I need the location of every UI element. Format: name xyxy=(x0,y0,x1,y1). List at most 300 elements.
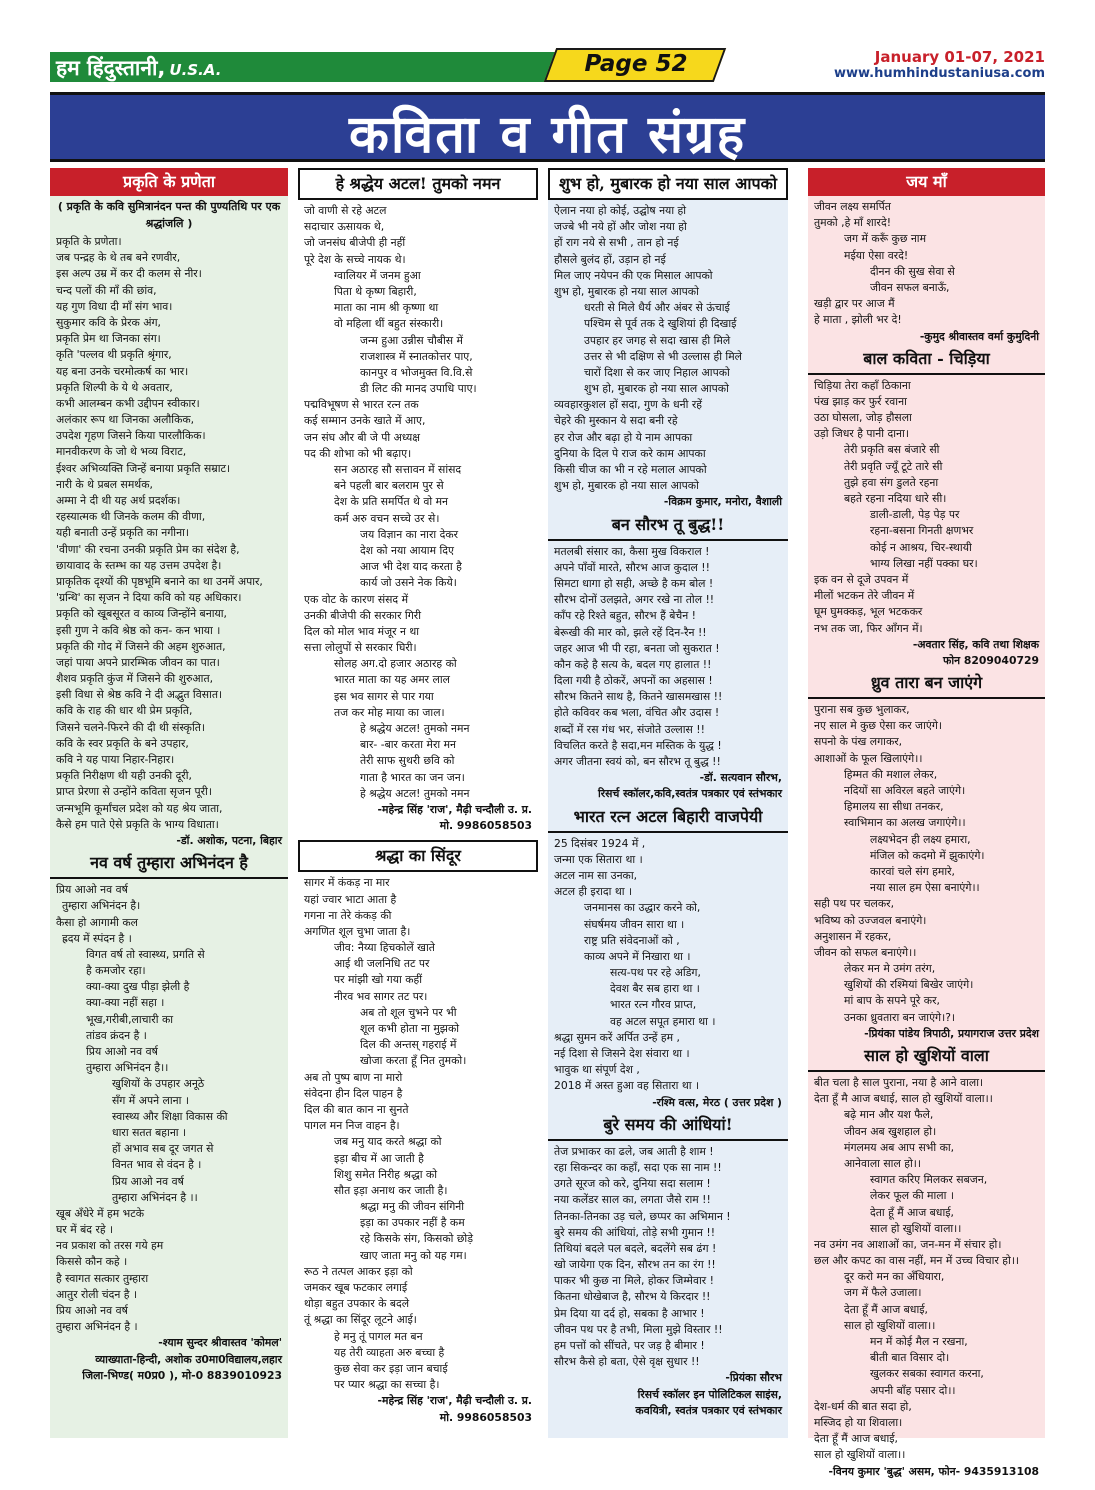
poem-line: श्रद्धा मनु की जीवन संगिनी xyxy=(360,1200,465,1214)
poem-line: काँप रहे रिश्ते बहुत, सौरभ हैं बेचैन ! xyxy=(554,609,697,623)
poem-title: प्रकृति के प्रणेता xyxy=(50,168,288,196)
poem-title: बन सौरभ तू बुद्ध!! xyxy=(548,511,788,541)
poem-line: खुलकर सबका स्वागत करना, xyxy=(870,1367,984,1381)
poem-line: वह अटल सपूत हमारा था । xyxy=(610,1014,716,1028)
poem-line: मंगलमय अब आप सभी का, xyxy=(844,1140,955,1154)
poem-line: प्रिय आओ नव वर्ष xyxy=(56,1304,128,1317)
poem-line: शुभ हो, मुबारक हो नया साल आपको xyxy=(554,479,699,493)
poem-line: तुम्हारा अभिनंदन है । xyxy=(56,1320,138,1334)
poem-author: -महेन्द्र सिंह 'राज', मैढ़ी चन्दौली उ. प्र. xyxy=(377,802,532,816)
poem-line: जो जनसंघ बीजेपी ही नहीं xyxy=(304,236,406,250)
poem-line: जीवन सफल बनाऊँ, xyxy=(870,280,950,294)
poem-line: लेकर फूल की माला । xyxy=(870,1189,954,1203)
poem-line: खूब अँधेरे में हम भटके xyxy=(56,1206,144,1220)
poem-line: जहर आज भी पी रहा, बनता जो सुकरात ! xyxy=(554,641,720,655)
poem-line: प्रिय आओ नव वर्ष xyxy=(112,1174,184,1188)
poem-line: बीती बात विसार दो। xyxy=(870,1351,950,1365)
poem-line: तुझे हवा संग डुलते रहना xyxy=(844,475,939,489)
poem-line: हे श्रद्धेय अटल! तुमको नमन xyxy=(360,786,470,800)
poem-line: देश को नया आयाम दिए xyxy=(360,543,454,557)
poem-title: बुरे समय की आंधियां! xyxy=(548,1111,788,1141)
poem-line: लेकर मन मे उमंग तरंग, xyxy=(844,962,936,976)
poem-title: बाल कविता - चिड़िया xyxy=(808,345,1045,375)
poem-author: -विनय कुमार 'बुद्ध' असम, फोन- 9435913108 xyxy=(828,1464,1039,1478)
poem-line: प्राकृतिक दृश्यों की पृष्ठभूमि बनाने का था उनमें अपार, xyxy=(56,574,263,588)
poem-line: खुशियों के उपहार अनूठे xyxy=(112,1077,205,1091)
poem-line: तुम्हारा अभिनंदन है।। xyxy=(86,1061,169,1075)
poem-line: माता का नाम श्री कृष्णा था xyxy=(334,301,439,315)
poem-line: नदियों सा अविरल बहते जाएंगे। xyxy=(844,784,966,797)
poem-line: धरती से मिले धैर्य और अंबर से ऊंचाई xyxy=(584,301,730,315)
poem-line: गगना ना तेरे कंकड़ की xyxy=(304,908,392,922)
poem-line: है स्वागत सत्कार तुम्हारा xyxy=(56,1271,149,1285)
poem-line: सत्य-पथ पर रहे अडिग, xyxy=(610,966,701,980)
poem-line: जन्मा एक सितारा था । xyxy=(554,852,643,866)
poem-line: कितना धोखेबाज है, सौरभ ये किरदार !! xyxy=(554,1290,711,1304)
poem-line: तूं श्रद्धा का सिंदूर लूटने आई। xyxy=(304,1313,417,1327)
poem-line: चारों दिशा से कर जाए निहाल आपको xyxy=(584,365,730,379)
poem-line: कोई न आश्रय, चिर-स्थायी xyxy=(870,540,972,554)
poem-line: तेरी प्रकृति बस बंजारे सी xyxy=(844,443,940,457)
poem-line: हिम्मत की मशाल लेकर, xyxy=(844,767,938,781)
poem-body xyxy=(808,1075,1045,1464)
poem-line: नव उमंग नव आशाओं का, जन-मन में संचार हो। xyxy=(814,1237,1002,1251)
poem-line: लक्ष्यभेदन ही लक्ष्य हमारा, xyxy=(870,832,971,846)
poem-line: ह्रदय में स्पंदन है । xyxy=(62,931,132,945)
poem-line: खड़ी द्वार पर आज मैं xyxy=(814,297,895,311)
poem-line: मानवीकरण के जो थे भव्य विराट, xyxy=(56,445,187,459)
poem-author: -महेन्द्र सिंह 'राज', मैढ़ी चन्दौली उ. प्र. xyxy=(377,1394,532,1408)
poem-line: आशाओं के फूल खिलाएंगे।। xyxy=(814,751,923,765)
poem-line: भविष्य को उज्जवल बनाएंगे। xyxy=(814,913,927,927)
poem-line: हौसले बुलंद हों, उड़ान हो नई xyxy=(554,252,666,266)
issue-info xyxy=(834,48,1045,81)
poem-line: जीवन अब खुशहाल हो। xyxy=(844,1124,937,1138)
poem-line: जग में करूँ कुछ नाम xyxy=(844,232,927,246)
poem-line: उनकी बीजेपी की सरकार गिरी xyxy=(304,608,422,622)
poem-line: प्रिय आओ नव वर्ष xyxy=(86,1045,158,1058)
poem-line: रूठ ने तत्पल आकर इड़ा को xyxy=(304,1264,413,1278)
poem-line: पद्मविभूषण से भारत रत्न तक xyxy=(304,398,419,412)
poem-line: 'वीणा' की रचना उनकी प्रकृति प्रेम का संदेश है, xyxy=(56,542,240,556)
poem-line: यह गुण विधा दी माँ संग भाव। xyxy=(56,299,173,313)
poem-line: शूल कभी होता ना मुझको xyxy=(360,1022,460,1035)
column-3 xyxy=(548,168,788,1438)
poem-body xyxy=(808,702,1045,1026)
poem-line: चेहरे की मुस्कान ये सदा बनी रहे xyxy=(554,414,678,428)
poem-line: इस भव सागर से पार गया xyxy=(334,689,434,703)
poem-subtitle: ( प्रकृति के कवि सुमित्रानंदन पन्त की पुण्यतिथि पर एक श्रद्धांजलि ) xyxy=(57,200,281,230)
poem-line: हे मनु तूं पागल मत बन xyxy=(334,1329,423,1343)
poem-line: जो वाणी से रहे अटल xyxy=(304,204,387,217)
poem-line: पिता थे कृष्ण बिहारी, xyxy=(334,284,417,298)
poem-line: संवेदना हीन दिल पाहन है xyxy=(304,1086,403,1100)
poem-line: नभ तक जा, फिर आँगन में। xyxy=(814,621,923,635)
poem-line: कैसे हम पाते ऐसे प्रकृति के भाग्य विधाता। xyxy=(56,817,219,831)
poem-line: किसी चीज का भी न रहे मलाल आपको xyxy=(554,463,707,476)
poem-body xyxy=(548,836,788,1095)
poem-line: दिल की अन्तस् गहराई में xyxy=(360,1038,457,1052)
poem-body xyxy=(548,1144,788,1371)
poem-line: जन्म हुआ उन्नीस चौबीस में xyxy=(360,333,463,347)
poem-line: बीत चला है साल पुराना, नया है आने वाला। xyxy=(814,1076,984,1089)
poem-line: नया कलेंडर साल का, लगता जैसे राम !! xyxy=(554,1193,711,1207)
poem-line: भूख,गरीबी,लाचारी का xyxy=(86,1012,174,1026)
poem-line: यह बना उनके चरमोत्कर्ष का भार। xyxy=(56,364,189,378)
poem-line: इसी विधा से श्रेष्ठ कवि ने दी अद्भुत विसात। xyxy=(56,688,223,702)
poem-body xyxy=(808,199,1045,329)
poem-line: ऐलान नया हो कोई, उद्घोष नया हो xyxy=(554,204,687,217)
poem-line: इस अल्प उम्र में कर दी कलम से नीर। xyxy=(56,267,202,281)
poem-author: -प्रियंका सौरभ xyxy=(725,1371,782,1385)
poem-line: सत्ता लोलुपों से सरकार घिरी। xyxy=(304,641,417,655)
poem-line: खो जायेगा एक दिन, सौरभ तन का रंग !! xyxy=(554,1258,716,1272)
poem-line: सौरभ कितने साथ है, कितने खासमखास !! xyxy=(554,690,723,704)
poem-line: अपने पाँवों मारते, सौरभ आज कुदाल !! xyxy=(554,560,710,574)
poem-line: देता हूँ मैं आज बधाई, xyxy=(844,1302,928,1316)
poem-author: -श्याम सुन्दर श्रीवास्तव 'कोमल' xyxy=(158,1336,282,1350)
poem-line: शैशव प्रकृति कुंज में जिसने की शुरुआत, xyxy=(56,672,214,686)
poem-line: डी लिट की मानद उपाधि पाए। xyxy=(360,382,477,396)
poem-line: मन में कोई मैल न रखना, xyxy=(870,1335,968,1348)
poem-line: सपनो के पंख लगाकर, xyxy=(814,735,903,749)
poem-line: रहना-बसना गिनती क्षणभर xyxy=(870,524,974,538)
poem-title: ध्रुव तारा बन जाएंगे xyxy=(808,669,1045,699)
poem-line: अटल ही इरादा था । xyxy=(554,885,633,899)
poem-author-contact: मो. 9986058503 xyxy=(439,1410,532,1424)
poem-line: खाए जाता मनु को यह गम। xyxy=(360,1248,467,1262)
poem-line: बहते रहना नदिया धारे सी। xyxy=(844,492,947,505)
poem-line: शुभ हो, मुबारक हो नया साल आपको xyxy=(554,284,699,298)
poem-line: नीरव भव सागर तट पर। xyxy=(334,989,428,1003)
poem-line: व्यवहारकुशल हों सदा, गुण के धनी रहें xyxy=(554,398,702,412)
poem-line: गाता है भारत का जन जन। xyxy=(360,770,465,784)
poem-line: राजशास्त्र में स्नातकोत्तर पाए, xyxy=(360,349,473,363)
poem-line: उनका ध्रुवतारा बन जाएंगे।?। xyxy=(844,1010,956,1024)
poem-line: मंजिल को कदमो में झुकाएंगे। xyxy=(870,848,985,862)
poem-title: शुभ हो, मुबारक हो नया साल आपको xyxy=(548,168,788,200)
poem-line: प्रिय आओ नव वर्ष xyxy=(56,883,128,897)
poem-title: श्रद्धा का सिंदूर xyxy=(298,840,538,872)
poem-line: घर में बंद रहे । xyxy=(56,1223,114,1237)
poem-line: तुमको ,हे माँ शारदे! xyxy=(814,216,892,230)
poem-line: सुकुमार कवि के प्रेरक अंग, xyxy=(56,315,161,329)
poem-line: अपनी बाँह पसार दो।। xyxy=(870,1383,956,1397)
poem-line: अगणित शूल चुभा जाता है। xyxy=(304,924,411,938)
poem-line: देता हूँ मैं आज बधाई, xyxy=(870,1205,954,1219)
poem-author: -विक्रम कुमार, मनोरा, वैशाली xyxy=(663,495,782,509)
poem-line: 2018 में अस्त हुआ वह सितारा था । xyxy=(554,1079,700,1093)
poem-line: संघर्षमय जीवन सारा था । xyxy=(584,917,685,931)
page-number: Page 52 xyxy=(584,51,688,77)
poem-title: साल हो खुशियों वाला xyxy=(808,1042,1045,1072)
poem-line: पाकर भी कुछ ना मिले, होकर जिम्मेवार ! xyxy=(554,1274,714,1288)
poem-line: प्रकृति शिल्पी के ये थे अवतार, xyxy=(56,380,173,394)
poem-line: भावुक था संपूर्ण देश , xyxy=(554,1063,640,1077)
poem-line: देश के प्रति समर्पित थे वो मन xyxy=(334,495,449,509)
poem-line: इड़ा बीच में आ जाती है xyxy=(334,1151,424,1165)
poem-line: उपहार हर जगह से सदा खास ही मिले xyxy=(584,333,731,347)
poem-line: तांडव क्रंदन है । xyxy=(86,1028,147,1042)
poem-line: आनेवाला साल हो।। xyxy=(844,1156,921,1170)
poem-line: है कमजोर रहा। xyxy=(86,964,146,978)
poem-line: पर प्यार श्रद्धा का सच्चा है। xyxy=(334,1378,440,1392)
poem-line: पद की शोभा को भी बढ़ाए। xyxy=(304,446,412,460)
poem-line: मतलबी संसार का, कैसा मुख विकराल ! xyxy=(554,544,710,558)
poem-line: कभी आलम्बन कभी उद्दीपन स्वीकार। xyxy=(56,396,200,410)
poem-author-details: रिसर्च स्कॉलर,कवि,स्वतंत्र पत्रकार एवं स्तंभकार xyxy=(597,787,782,801)
poem-line: कानपुर व भोजमुक्त वि.वि.से xyxy=(360,365,473,379)
poem-line: तेज प्रभाकर का ढले, जब आती है शाम ! xyxy=(554,1144,714,1158)
poem-line: जब मनु याद करते श्रद्धा को xyxy=(334,1135,442,1149)
poem-line: पंख झाड़ कर फुर्र रवाना xyxy=(814,394,907,408)
poem-author-details: रिसर्च स्कॉलर इन पोलिटिकल साइंस, xyxy=(637,1387,782,1401)
poem-line: दुनिया के दिल पे राज करे काम आपका xyxy=(554,446,706,460)
poem-line: जमकर खूब फटकार लगाई xyxy=(304,1281,408,1294)
poem-line: जय विज्ञान का नारा देकर xyxy=(360,527,459,541)
poem-line: नव प्रकाश को तरस गये हम xyxy=(56,1239,164,1253)
poem-line: हिमालय सा सीधा तनकर, xyxy=(844,800,944,814)
poem-line: कवि के स्वर प्रकृति के बने उपहार, xyxy=(56,736,189,750)
column-2 xyxy=(298,168,538,1438)
poem-line: मीलों भटकन तेरे जीवन में xyxy=(814,589,915,603)
poem-line: 'ग्रन्थि' का सृजन ने दिया कवि को यह अधिकार। xyxy=(56,591,242,605)
poem-line: भारत रत्न गौरव प्राप्त, xyxy=(610,998,697,1012)
poem-line: ग्वालियर में जनम हुआ xyxy=(334,268,421,282)
poem-line: इड़ा का उपकार नहीं है कम xyxy=(360,1216,465,1230)
poem-line: इसी गुण ने कवि श्रेष्ठ को कन- कन भाया । xyxy=(56,623,221,637)
masthead xyxy=(50,48,1045,86)
poem-line: शिशु समेत निरीह श्रद्धा को xyxy=(334,1167,438,1181)
poem-line: प्रकृति के प्रणेता। xyxy=(56,235,122,248)
poem-line: छायावाद के स्तम्भ का यह उत्तम उपदेश है। xyxy=(56,558,222,572)
poem-line: स्वागत करिए मिलकर सबजन, xyxy=(870,1173,988,1187)
poem-line: एक वोट के कारण संसद में xyxy=(304,592,409,606)
poem-body xyxy=(50,234,288,833)
poem-line: अब तो पुष्प बाण ना मारो xyxy=(304,1070,403,1084)
poem-line: शुभ हो, मुबारक हो नया साल आपको xyxy=(584,382,729,396)
poem-line: आतुर रोली चंदन है । xyxy=(56,1287,138,1301)
poem-author: -डॉ. अशोक, पटना, बिहार xyxy=(176,833,282,847)
poem-author: -प्रियंका पांडेय त्रिपाठी, प्रयागराज उत्तर प्रदेश xyxy=(864,1026,1039,1040)
poem-line: पश्चिम से पूर्व तक दे खुशियां ही दिखाई xyxy=(584,317,737,331)
poem-line: मस्जिद हो या शिवाला। xyxy=(814,1415,903,1429)
poem-line: देता हूँ मै आज बधाई, साल हो खुशियों वाला।। xyxy=(814,1092,993,1106)
poem-line: दिल की बात कान ना सुनते xyxy=(304,1102,409,1116)
poem-author: -अवतार सिंह, कवि तथा शिक्षक xyxy=(912,637,1039,651)
poem-line: क्या-क्या दुख पीड़ा झेली है xyxy=(86,980,190,994)
poem-line: उपदेश गृहण जिसने किया पारलौकिक। xyxy=(56,429,206,443)
column-1 xyxy=(50,168,288,1438)
poem-line: दिल को मोल भाव मंजूर न था xyxy=(304,624,420,638)
poem-line: देश-धर्म की बात सदा हो, xyxy=(814,1399,912,1413)
poem-title: भारत रत्न अटल बिहारी वाजपेयी xyxy=(548,803,788,833)
poem-line: सही पथ पर चलकर, xyxy=(814,897,895,911)
section-title: कविता व गीत संग्रह xyxy=(348,104,747,165)
poem-author-details: कवयित्री, स्वतंत्र पत्रकार एवं स्तंभकार xyxy=(635,1403,782,1417)
poem-line: साल हो खुशियों वाला।। xyxy=(870,1221,962,1235)
poem-line: स्वास्थ्य और शिक्षा विकास की xyxy=(112,1109,228,1123)
poem-line: हे माता , झोली भर दे! xyxy=(814,313,902,327)
poem-title: हे श्रद्धेय अटल! तुमको नमन xyxy=(298,168,538,200)
website-link[interactable]: www.humhindustaniusa.com xyxy=(833,66,1045,81)
poem-line: धारा सतत बहाना । xyxy=(112,1125,187,1139)
poem-body xyxy=(548,203,788,494)
poem-line: बने पहली बार बलराम पुर से xyxy=(334,479,444,493)
poem-line: तिनका-तिनका उड़ चले, छप्पर का अभिमान ! xyxy=(554,1209,731,1223)
poem-line: रहस्यात्मक थी जिनके कलम की वीणा, xyxy=(56,510,206,524)
poem-line: कौन कहे है सत्य के, बदल गए हालात !! xyxy=(554,657,712,671)
poem-line: हों अभाव सब दूर जगत से xyxy=(112,1142,214,1156)
poem-line: तिथियां बदले पल बदले, बदलेंगे सब ढंग ! xyxy=(554,1241,717,1255)
poem-author-contact: मो. 9986058503 xyxy=(439,819,532,833)
poem-line: अम्मा ने दी थी यह अर्थ प्रदर्शक। xyxy=(56,494,181,507)
poem-line: हों राग नये से सभी , तान हो नई xyxy=(554,236,679,250)
poem-line: पुराना सब कुछ भुलाकर, xyxy=(814,703,910,717)
poem-line: कर्म अरु वचन सच्चे उर से। xyxy=(334,511,440,525)
poem-line: क्या-क्या नहीं सहा । xyxy=(86,996,165,1010)
poem-line: जन संघ और बी जे पी अध्यक्ष xyxy=(304,430,420,444)
poem-line: साल हो खुशियों वाला।। xyxy=(844,1318,936,1332)
poem-line: कार्य जो उसने नेक किये। xyxy=(360,576,457,590)
poem-body xyxy=(808,378,1045,637)
poem-line: जनमानस का उद्धार करने को, xyxy=(584,901,701,915)
poem-line: विगत वर्ष तो स्वास्थ्य, प्रगति से xyxy=(86,947,205,961)
poem-body xyxy=(548,544,788,771)
poem-line: अटल नाम सा उनका, xyxy=(554,868,638,882)
poem-line: चिड़िया तेरा कहाँ ठिकाना xyxy=(814,378,911,392)
poem-line: मां बाप के सपने पूरे कर, xyxy=(844,994,940,1008)
poem-line: भारत माता का यह अमर लाल xyxy=(334,673,450,687)
poem-line: खुशियों की रश्मियां बिखेर जाएंगे। xyxy=(844,978,974,992)
poem-line: छल और कपट का वास नहीं, मन में उच्च विचार हो।। xyxy=(814,1254,1020,1268)
poem-line: डाली-डाली, पेड़ पेड़ पर xyxy=(870,508,960,522)
poem-line: नए साल मे कुछ ऐसा कर जाएंगे। xyxy=(814,719,943,733)
poem-line: भाग्य लिखा नहीं पक्का घर। xyxy=(870,556,978,570)
poem-line: अब तो शूल चुभने पर भी xyxy=(360,1005,457,1019)
poem-line: प्रकृति को खूबसूरत व काव्य जिन्होंने बनाया, xyxy=(56,607,227,621)
poem-line: देता हूँ मैं आज बधाई, xyxy=(814,1432,898,1446)
poem-line: घूम घुमक्कड़, भूल भटककर xyxy=(814,605,923,619)
poem-line: सौरभ कैसे हो बता, ऐसे वृक्ष सुधार !! xyxy=(554,1355,700,1369)
poem-line: शब्दों में रस गंध भर, संजोते उल्लास !! xyxy=(554,722,705,736)
poem-author-contact: फोन 8209040729 xyxy=(943,653,1039,667)
poem-line: हे श्रद्धेय अटल! तुमको नमन xyxy=(360,722,470,735)
poem-line: अगर जीतना स्वयं को, बन सौरभ तू बुद्ध !! xyxy=(554,755,721,768)
poem-line: जन्मभूमि कूर्मांचल प्रदेश को यह श्रेय जाता, xyxy=(56,801,223,815)
poem-line: विनत भाव से वंदन है । xyxy=(112,1158,202,1172)
poem-line: उगते सूरज को करे, दुनिया सदा सलाम ! xyxy=(554,1177,711,1191)
poem-line: इक वन से दूजे उपवन में xyxy=(814,572,909,586)
poem-line: चन्द पलों की माँ की छांव, xyxy=(56,283,157,297)
poem-line: बेरूखी की मार को, झले रहें दिन-रैन !! xyxy=(554,625,707,639)
poem-line: साल हो खुशियों वाला।। xyxy=(814,1448,906,1462)
poem-line: नया साल हम ऐसा बनाएंगे।। xyxy=(870,881,980,895)
poem-line: प्रेम दिया या दर्द हो, सबका है आभार ! xyxy=(554,1306,705,1320)
poem-line: तज कर मोह माया का जाल। xyxy=(334,705,445,719)
poem-line: प्रकृति प्रेम था जिनका संग। xyxy=(56,332,161,346)
poem-line: काव्य अपने में निखारा था । xyxy=(584,949,691,963)
poem-line: श्रद्धा सुमन करें अर्पित उन्हें हम , xyxy=(554,1030,680,1044)
poem-line: कई सम्मान उनके खाते में आए, xyxy=(304,414,426,428)
poem-line: उठा घोसला, जोड़ हौसला xyxy=(814,411,912,425)
poem-author-details: व्याख्याता-हिन्दी, अशोक उ0मा0विद्यालय,लहार xyxy=(95,1352,282,1366)
section-banner xyxy=(50,92,1045,165)
poem-line: मईया ऐसा वरदे! xyxy=(844,248,909,262)
poem-line: जीव: नैय्या हिचकोलें खाते xyxy=(334,941,435,955)
poem-line: प्राप्त प्रेरणा से उन्होंने कविता सृजन पूरी। xyxy=(56,785,212,799)
column-4 xyxy=(808,168,1045,1478)
poem-title: नव वर्ष तुम्हारा अभिनंदन है xyxy=(50,849,288,879)
poem-line: नई दिशा से जिसने देश संवारा था । xyxy=(554,1047,690,1060)
poem-line: सँग में अपने लाना । xyxy=(112,1093,189,1107)
issue-date: January 01-07, 2021 xyxy=(874,48,1045,66)
poem-line: जीवन को सफल बनाएंगे।। xyxy=(814,945,917,959)
poem-line: जज्बे भी नये हों और जोश नया हो xyxy=(554,220,687,234)
poem-line: थोड़ा बहुत उपकार के बदले xyxy=(304,1297,410,1311)
poem-line: सदाचार ऊसायक थे, xyxy=(304,220,385,234)
poem-line: तेरी साफ सुथरी छवि को xyxy=(360,754,455,768)
poem-body xyxy=(298,875,538,1393)
poem-title: जय माँ xyxy=(808,168,1045,196)
poem-line: तुम्हारा अभिनंदन है। xyxy=(62,899,141,913)
poem-line: कृति 'पल्लव थी प्रकृति श्रृंगार, xyxy=(56,348,172,362)
poem-line: पागल मन निज वाहन है। xyxy=(304,1119,400,1133)
poem-line: राष्ट्र प्रति संवेदनाओं को , xyxy=(584,933,680,947)
poem-author-contact: जिला-भिण्ड( म0प्र0 ), मो-0 8839010923 xyxy=(82,1368,282,1382)
poem-line: जीवन लक्ष्य समर्पित xyxy=(814,200,891,213)
poem-line: पर मांझी खो गया कहीं xyxy=(334,973,423,987)
poem-line: नारी के थे प्रबल समर्थक, xyxy=(56,477,153,491)
publication-name: हम हिंदुस्तानी, U.S.A. xyxy=(56,56,222,80)
poem-line: कैसा हो आगामी कल xyxy=(56,915,138,929)
poem-line: ईश्वर अभिव्यक्ति जिन्हें बनाया प्रकृति सम्राट। xyxy=(56,461,231,475)
poem-line: प्रकृति की गोद में जिसने की अहम शुरुआत, xyxy=(56,639,226,653)
poem-author: -कुमुद श्रीवास्तव वर्मा कुमुदिनी xyxy=(919,329,1039,343)
poem-body xyxy=(298,203,538,802)
poem-body xyxy=(50,882,288,1335)
poem-line: खोजा करता हूँ नित तुमको। xyxy=(360,1054,467,1068)
poem-line: वो महिला थीं बहुत संस्कारी। xyxy=(334,317,444,331)
poem-line: विचलित करते है सदा,मन मस्तिक के युद्ध ! xyxy=(554,738,722,752)
poem-line: अनुशासन में रहकर, xyxy=(814,929,892,943)
poem-line: जीवन पथ पर है तभी, मिला मुझे विस्तार !! xyxy=(554,1322,723,1336)
poem-line: उड़ो जिधर है पानी दाना। xyxy=(814,427,909,441)
poem-line: रहे किसके संग, किसको छोड़े xyxy=(360,1232,473,1246)
poem-line: जहां पाया अपने प्रारम्भिक जीवन का पात। xyxy=(56,655,220,669)
poem-line: अलंकार रूप था जिनका अलौकिक, xyxy=(56,413,195,427)
poem-line: किससे कौन कहे । xyxy=(56,1255,128,1269)
poem-line: पूरे देश के सच्चे नायक थे। xyxy=(304,252,406,266)
poem-line: आई थी जलनिधि तट पर xyxy=(334,957,430,971)
poem-line: प्रकृति निरीक्षण थी यही उनकी दूरी, xyxy=(56,769,192,783)
poem-line: आज भी देश याद करता है xyxy=(360,560,462,574)
poem-line: सागर में कंकड़ ना मार xyxy=(304,876,390,890)
poem-author: -रश्मि वत्स, मेरठ ( उत्तर प्रदेश ) xyxy=(652,1095,782,1109)
poem-line: सौरभ दोनों उलझते, अगर रखे ना तोल !! xyxy=(554,593,715,607)
poem-line: जब पन्द्रह के थे तब बने रणवीर, xyxy=(56,251,181,265)
poem-line: 25 दिसंबर 1924 में , xyxy=(554,836,646,850)
poem-line: यहां ज्वार भाटा आता है xyxy=(304,892,397,906)
poem-line: सोलह अग.दो हजार अठारह को xyxy=(334,657,457,671)
poem-line: तेरी प्रवृति ज्यूँ टूटे तारे सी xyxy=(844,459,943,473)
poem-line: बार- -बार करता मेरा मन xyxy=(360,738,457,752)
poem-line: स्वाभिमान का अलख जगाएंगे।। xyxy=(844,816,966,830)
poem-line: तुम्हारा अभिनंदन है ।। xyxy=(112,1190,198,1204)
poem-line: कारवां चले संग हमारे, xyxy=(870,864,955,878)
poem-line: रहा सिकन्दर का कहाँ, सदा एक सा नाम !! xyxy=(554,1160,722,1174)
poem-line: सौत इड़ा अनाथ कर जाती है। xyxy=(334,1183,448,1197)
